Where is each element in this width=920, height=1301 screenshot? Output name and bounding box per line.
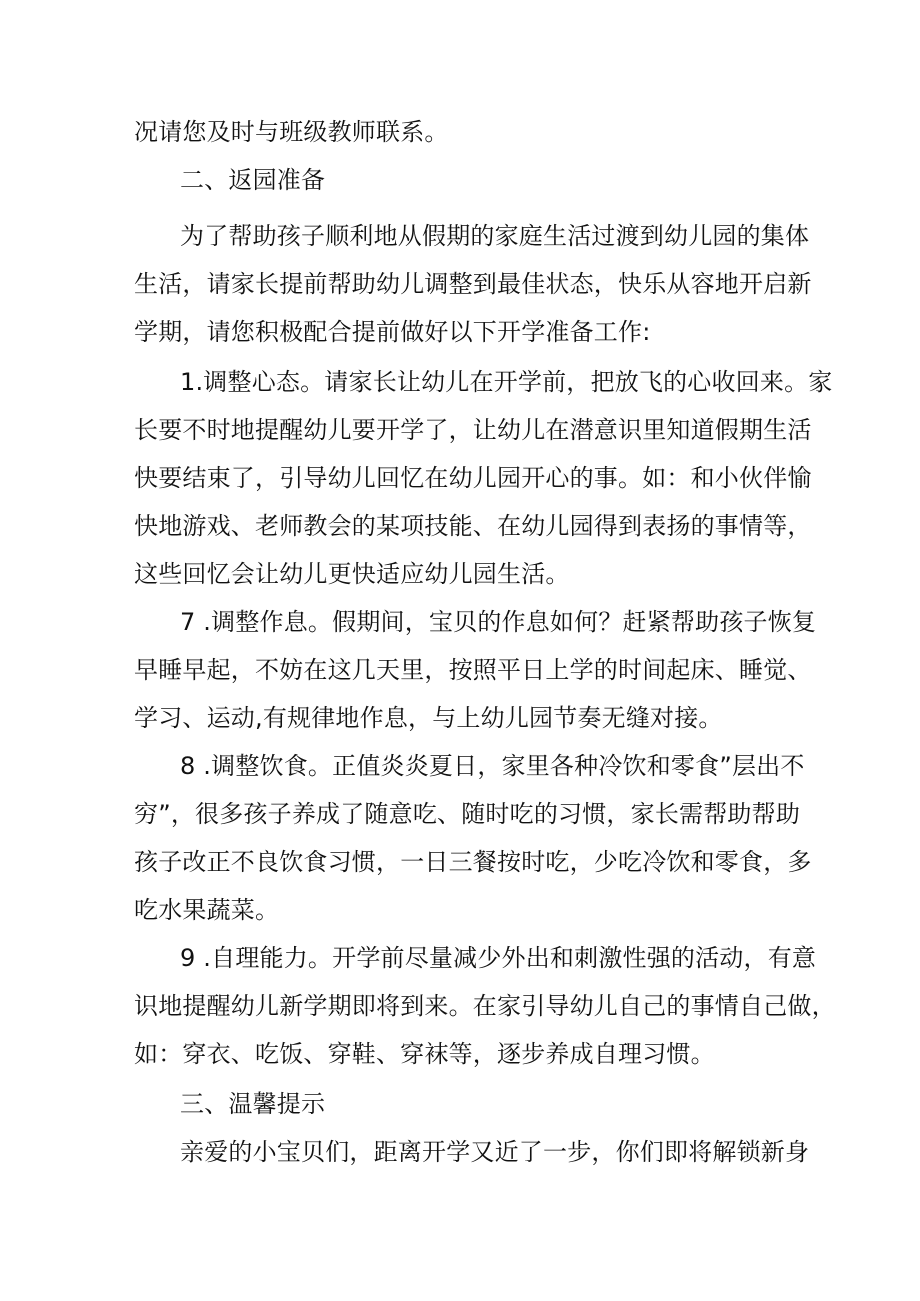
paragraph-line: 7 .调整作息。假期间，宝贝的作息如何？赶紧帮助孩子恢复	[180, 608, 817, 636]
paragraph-line: 长要不时地提醒幼儿要开学了，让幼儿在潜意识里知道假期生活	[134, 416, 812, 444]
paragraph-line: 为了帮助孩子顺利地从假期的家庭生活过渡到幼儿园的集体	[180, 222, 810, 250]
paragraph-line: 生活，请家长提前帮助幼儿调整到最佳状态，快乐从容地开启新	[134, 270, 812, 298]
paragraph-line: 快地游戏、老师教会的某项技能、在幼儿园得到表扬的事情等，	[134, 512, 812, 540]
paragraph-line: 如：穿衣、吃饭、穿鞋、穿袜等，逐步养成自理习惯。	[134, 1040, 715, 1068]
paragraph-line: 1.调整心态。请家长让幼儿在开学前，把放飞的心收回来。家	[180, 368, 833, 396]
paragraph-line: 吃水果蔬菜。	[134, 896, 280, 924]
paragraph-line: 早睡早起，不妨在这几天里，按照平日上学的时间起床、睡觉、	[134, 656, 812, 684]
paragraph-line: 识地提醒幼儿新学期即将到来。在家引导幼儿自己的事情自己做，	[134, 992, 836, 1020]
paragraph-line: 快要结束了，引导幼儿回忆在幼儿园开心的事。如：和小伙伴愉	[134, 464, 812, 492]
paragraph-line: 亲爱的小宝贝们，距离开学又近了一步，你们即将解锁新身	[180, 1138, 810, 1166]
paragraph-line: 学习、运动,有规律地作息，与上幼儿园节奏无缝对接。	[134, 704, 723, 732]
section-heading: 二、返园准备	[180, 166, 326, 194]
paragraph-line: 学期，请您积极配合提前做好以下开学准备工作:	[134, 318, 651, 346]
section-heading: 三、温馨提示	[180, 1090, 326, 1118]
paragraph-line: 9 .自理能力。开学前尽量减少外出和刺激性强的活动，有意	[180, 944, 817, 972]
paragraph-line: 8 .调整饮食。正值炎炎夏日，家里各种冷饮和零食”层出不	[180, 752, 805, 780]
paragraph-line: 况请您及时与班级教师联系。	[134, 118, 449, 146]
paragraph-line: 孩子改正不良饮食习惯，一日三餐按时吃，少吃冷饮和零食，多	[134, 848, 812, 876]
paragraph-line: 这些回忆会让幼儿更快适应幼儿园生活。	[134, 560, 570, 588]
paragraph-line: 穷”，很多孩子养成了随意吃、随时吃的习惯，家长需帮助帮助	[134, 800, 801, 828]
